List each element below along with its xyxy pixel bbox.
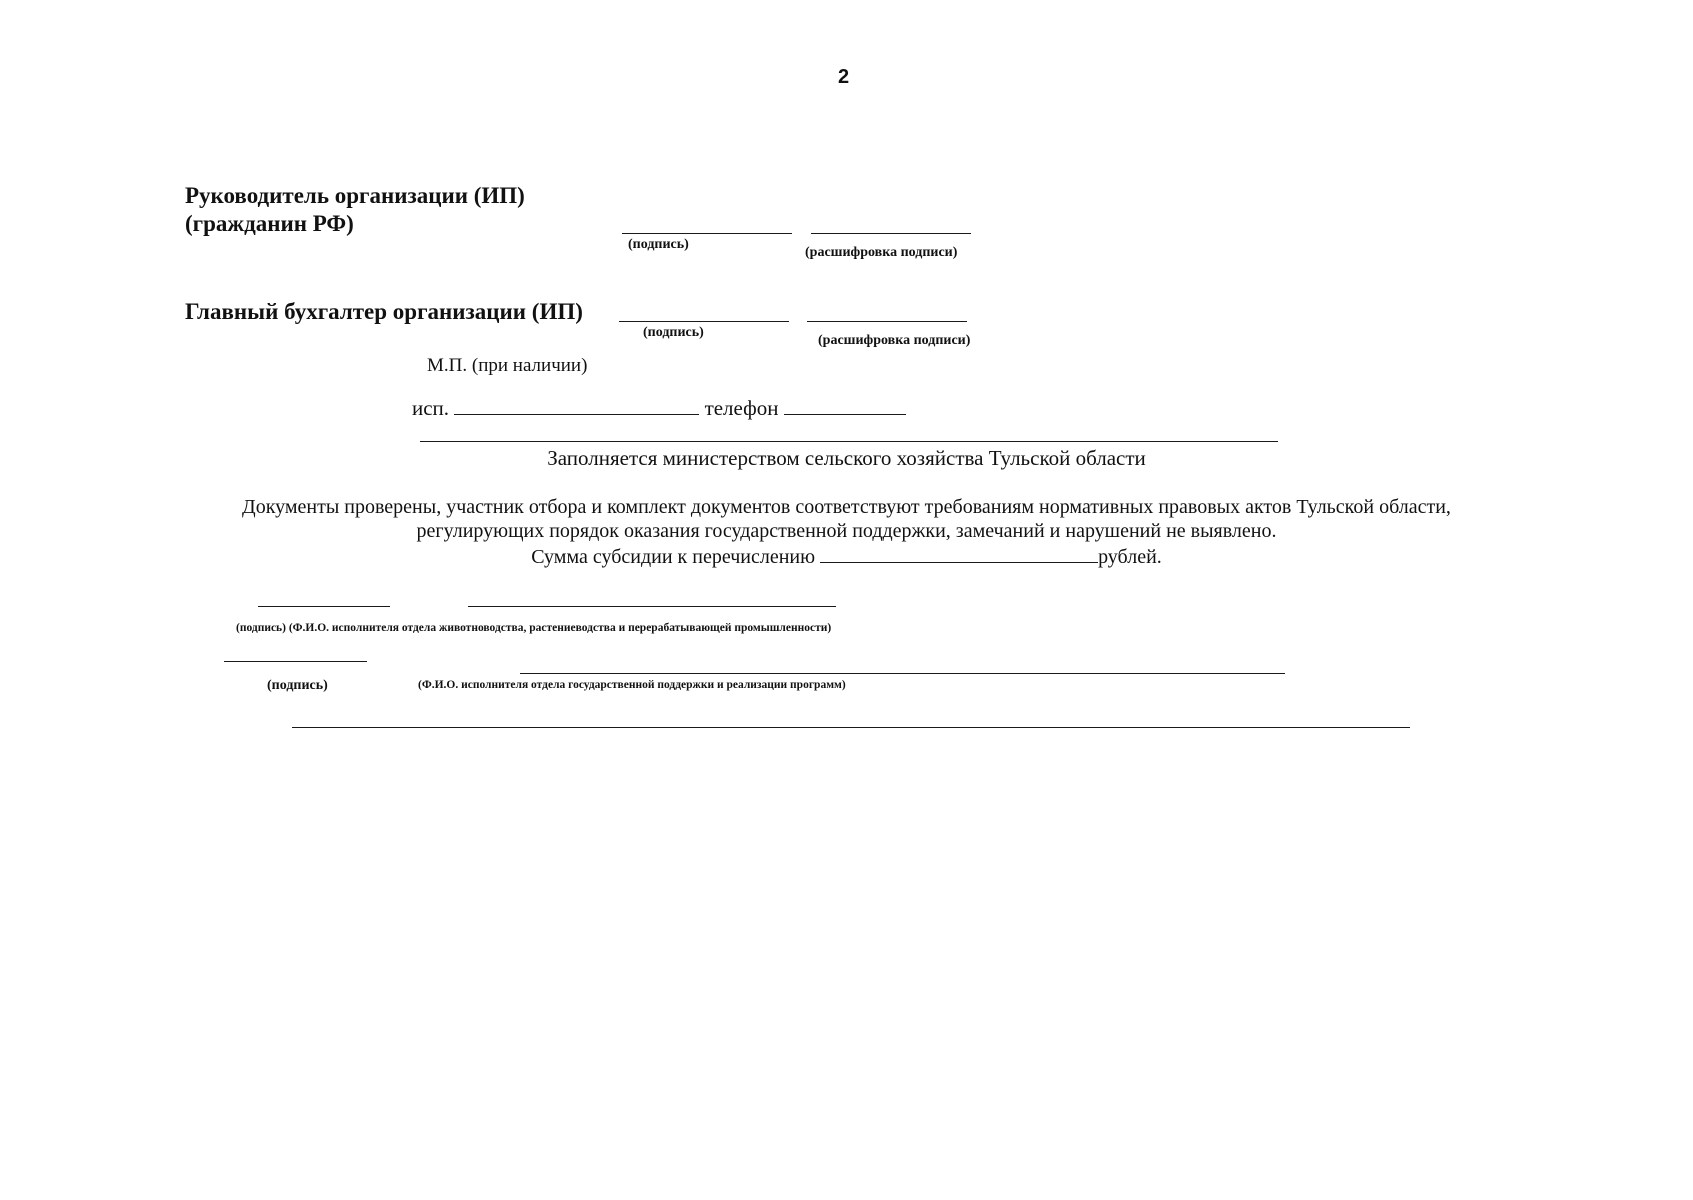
section-separator [420,441,1278,442]
accountant-decoding-caption: (расшифровка подписи) [818,333,971,348]
stamp-label: М.П. (при наличии) [427,355,588,376]
subsidy-row [0,544,1693,569]
head-title-line1: Руководитель организации (ИП) [185,183,525,208]
executor-row [412,396,906,421]
subsidy-label: Сумма субсидии к перечислению [531,546,816,568]
subsidy-unit: рублей. [1098,546,1162,568]
head-signature-line [622,233,792,234]
phone-blank [784,396,906,415]
accountant-title: Главный бухгалтер организации (ИП) [185,299,583,324]
row2-signature-line [224,661,367,662]
row2-signature-caption: (подпись) [267,678,328,693]
page-number: 2 [838,66,850,88]
bottom-line [292,727,1410,728]
subsidy-amount-blank [820,544,1098,563]
row1-signature-line [258,606,390,607]
head-decoding-line [811,233,971,234]
head-title-line2: (гражданин РФ) [185,211,354,236]
row1-name-line [468,606,836,607]
head-decoding-caption: (расшифровка подписи) [805,245,958,260]
ministry-statement-line2: регулирующих порядок оказания государственной поддержки, замечаний и нарушений не выявлено. [416,520,1277,542]
head-signature-caption: (подпись) [628,237,689,252]
accountant-signature-caption: (подпись) [643,325,704,340]
accountant-decoding-line [807,321,967,322]
executor-name-blank [454,396,699,415]
phone-label: телефон [704,396,779,420]
ministry-statement-line1: Документы проверены, участник отбора и комплект документов соответствуют требованиям нормативных правовых актов Тульской области, [242,496,1451,518]
executor-label: исп. [412,396,450,420]
accountant-signature-line [619,321,789,322]
row2-name-line [520,673,1285,674]
ministry-heading: Заполняется министерством сельского хозяйства Тульской области [547,446,1146,470]
row1-caption: (подпись) (Ф.И.О. исполнителя отдела животноводства, растениеводства и перерабатывающей промышленности) [236,622,832,634]
row2-name-caption: (Ф.И.О. исполнителя отдела государственной поддержки и реализации программ) [418,679,846,691]
